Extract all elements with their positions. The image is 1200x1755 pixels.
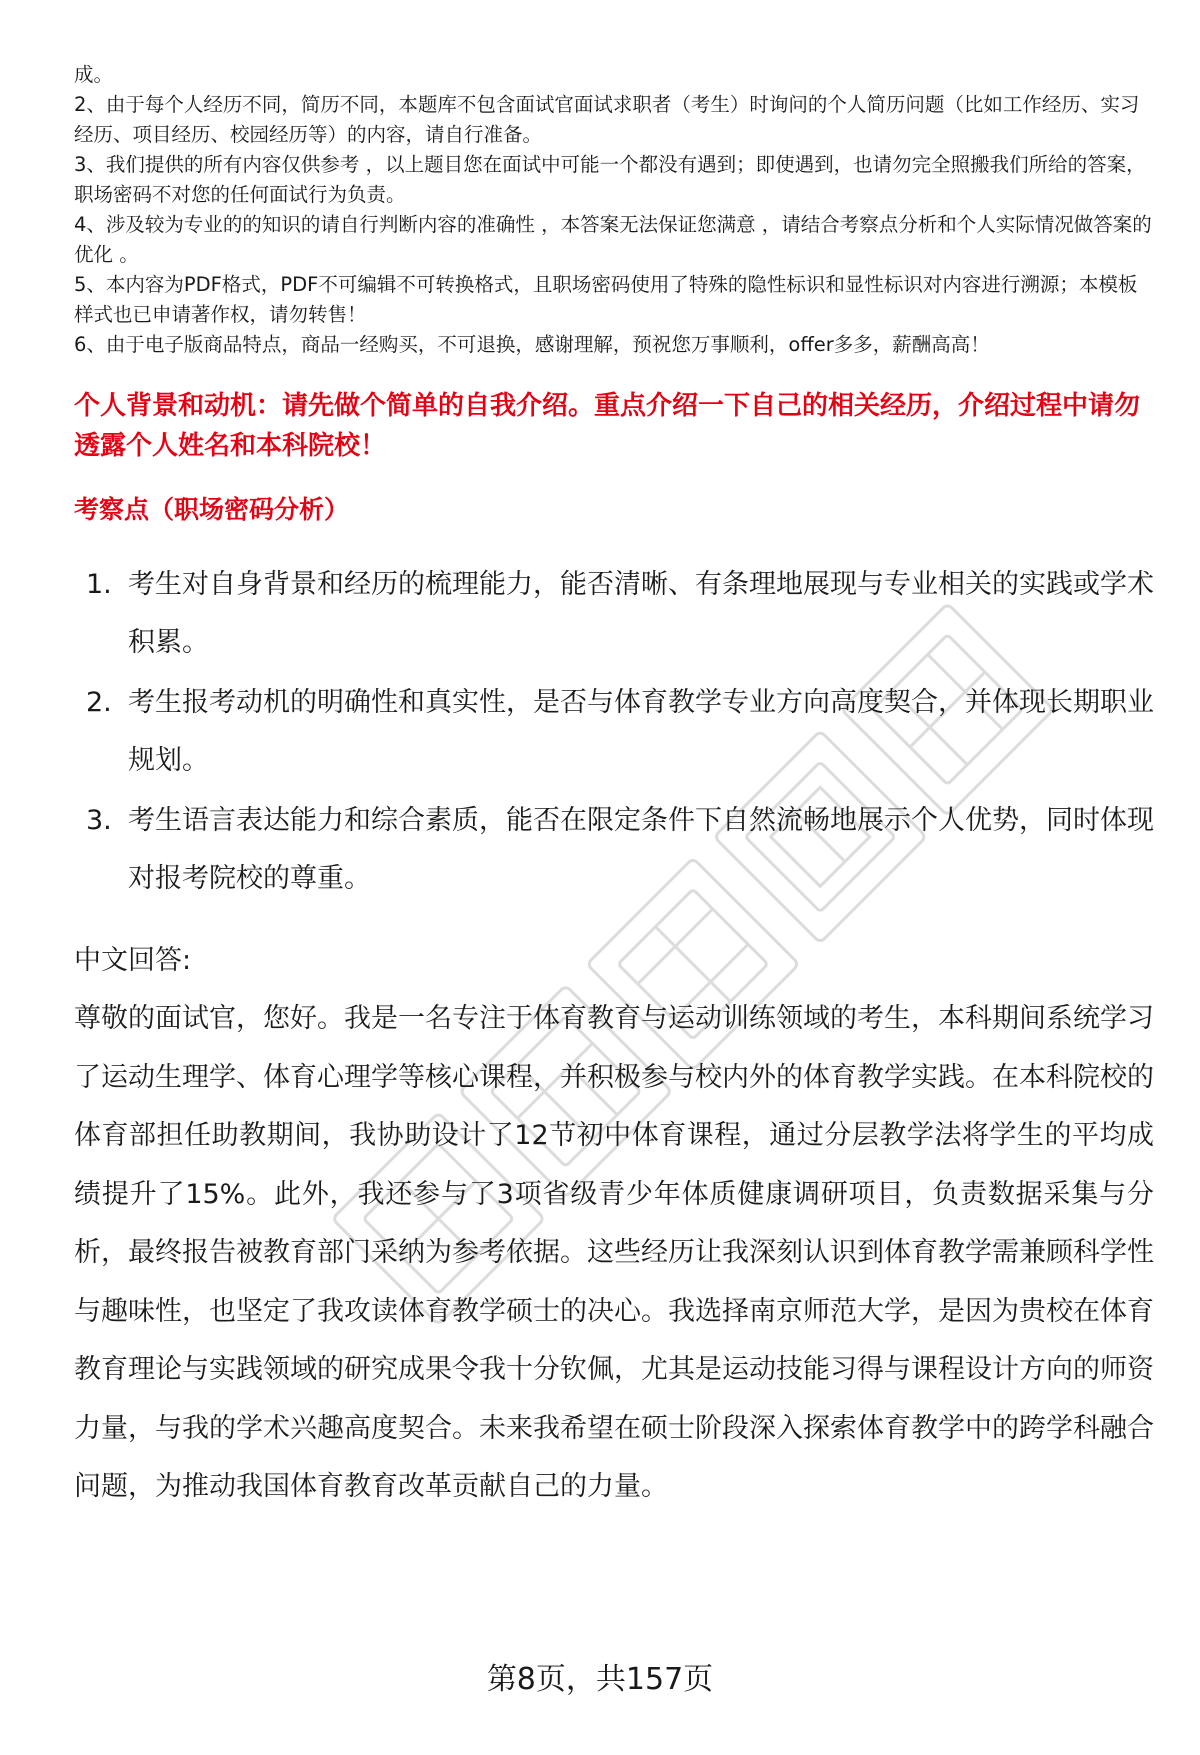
answer-label: 中文回答: bbox=[74, 945, 192, 976]
point-number: 1. bbox=[86, 569, 112, 600]
analysis-title: 考察点（职场密码分析） bbox=[74, 495, 350, 524]
notes-section bbox=[74, 60, 1154, 360]
note-item: 5、本内容为PDF格式，PDF不可编辑不可转换格式，且职场密码使用了特殊的隐性标识和显性标识对内容进行溯源；本模板样式也已申请著作权，请勿转售！ bbox=[74, 273, 1138, 326]
point-number: 3. bbox=[86, 805, 112, 836]
point-text: 考生语言表达能力和综合素质，能否在限定条件下自然流畅地展示个人优势，同时体现对报考院校的尊重。 bbox=[128, 805, 1154, 894]
note-item: 2、由于每个人经历不同，简历不同，本题库不包含面试官面试求职者（考生）时询问的个人简历问题（比如工作经历、实习经历、项目经历、校园经历等）的内容，请自行准备。 bbox=[74, 93, 1140, 146]
note-item: 4、涉及较为专业的的知识的请自行判断内容的准确性 ，本答案无法保证您满意 ，请结合考察点分析和个人实际情况做答案的优化 。 bbox=[74, 213, 1152, 266]
point-text: 考生对自身背景和经历的梳理能力，能否清晰、有条理地展现与专业相关的实践或学术积累。 bbox=[128, 569, 1154, 658]
analysis-point bbox=[74, 792, 1154, 908]
note-item: 6、由于电子版商品特点，商品一经购买，不可退换，感谢理解，预祝您万事顺利，offer多多，薪酬高高！ bbox=[74, 333, 990, 356]
page-footer: 第8页，共157页 bbox=[486, 1662, 714, 1697]
question-title: 个人背景和动机：请先做个简单的自我介绍。重点介绍一下自己的相关经历，介绍过程中请勿透露个人姓名和本科院校！ bbox=[74, 391, 1141, 461]
page-content bbox=[74, 60, 1154, 1517]
note-item: 3、我们提供的所有内容仅供参考 ，以上题目您在面试中可能一个都没有遇到；即使遇到，也请勿完全照搬我们所给的答案，职场密码不对您的任何面试行为负责。 bbox=[74, 153, 1146, 206]
analysis-points bbox=[74, 556, 1154, 908]
analysis-point bbox=[74, 674, 1154, 790]
analysis-point bbox=[74, 556, 1154, 672]
answer-body: 尊敬的面试官，您好。我是一名专注于体育教育与运动训练领域的考生，本科期间系统学习了运动生理学、体育心理学等核心课程，并积极参与校内外的体育教学实践。在本科院校的体育部担任助教期间，我协助设计了12节初中体育课程，通过分层教学法将学生的平均成绩提升了15%。此外，我还参与了3项省级青少年体质健康调研项目，负责数据采集与分析，最终报告被教育部门采纳为参考依据。这些经历让我深刻认识到体育教学需兼顾科学性与趣味性，也坚定了我攻读体育教学硕士的决心。我选择南京师范大学，是因为贵校在体育教育理论与实践领域的研究成果令我十分钦佩，尤其是运动技能习得与课程设计方向的师资力量，与我的学术兴趣高度契合。未来我希望在硕士阶段深入探索体育教学中的跨学科融合问题，为推动我国体育教育改革贡献自己的力量。 bbox=[74, 1003, 1154, 1502]
point-text: 考生报考动机的明确性和真实性，是否与体育教学专业方向高度契合，并体现长期职业规划。 bbox=[128, 687, 1154, 776]
note-item: 成。 bbox=[74, 63, 114, 86]
point-number: 2. bbox=[86, 687, 112, 718]
